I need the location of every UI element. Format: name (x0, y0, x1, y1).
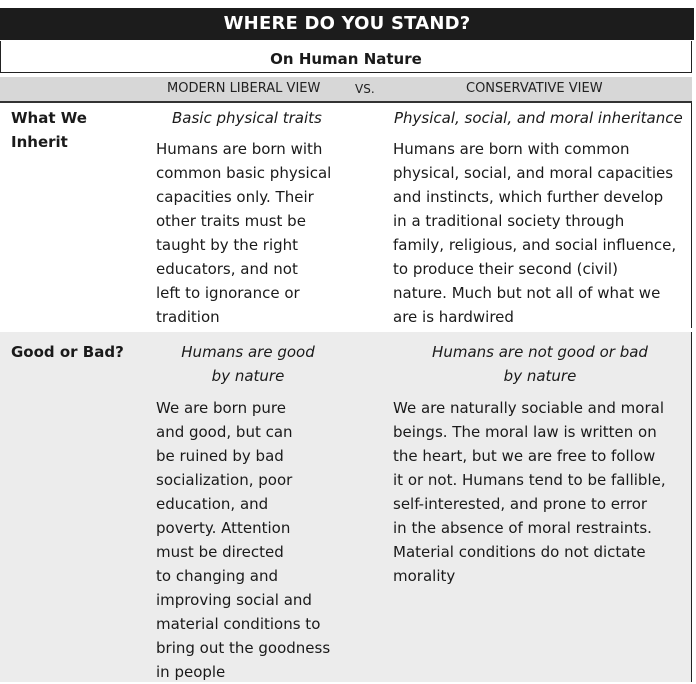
liberal-row-title: Basic physical traits (172, 109, 322, 127)
versus-label: VS. (355, 82, 375, 96)
liberal-column-header: MODERN LIBERAL VIEW (167, 81, 321, 96)
row-heading: What We Inherit (11, 109, 87, 151)
liberal-row-text: Humans are born with common basic physical capacities only. Their other traits must be taught by the right educators, and not left to ignorance or tradition (156, 140, 332, 326)
row-good-or-bad (0, 332, 692, 682)
row-heading: Good or Bad? (11, 343, 124, 361)
conservative-column-header: CONSERVATIVE VIEW (466, 81, 603, 96)
conservative-row-title: Physical, social, and moral inheritance (394, 109, 683, 127)
column-header-row (0, 77, 692, 103)
row-what-we-inherit (0, 103, 692, 328)
liberal-row-text: We are born pure and good, but can be ruined by bad socialization, poor education, and poverty. Attention must be directed to changing and improving social and material conditions to bring out the goodness in people (156, 399, 331, 681)
conservative-row-text: Humans are born with common physical, social, and moral capacities and instincts, which further develop in a traditional society through family, religious, and social influence, to produce their second (civil) nature. Much but not all of what we are is hardwired (393, 140, 677, 326)
conservative-row-text: We are naturally sociable and moral beings. The moral law is written on the heart, but we are free to follow it or not. Humans tend to be fallible, self-interested, and prone to error in the absence of moral restraints. Material conditions do not dictate morality (393, 399, 666, 585)
liberal-row-title: Humans are good by nature (181, 343, 315, 385)
chart-title: WHERE DO YOU STAND? (0, 8, 694, 40)
conservative-row-title: Humans are not good or bad by nature (432, 343, 648, 385)
chart-subtitle: On Human Nature (0, 41, 692, 73)
